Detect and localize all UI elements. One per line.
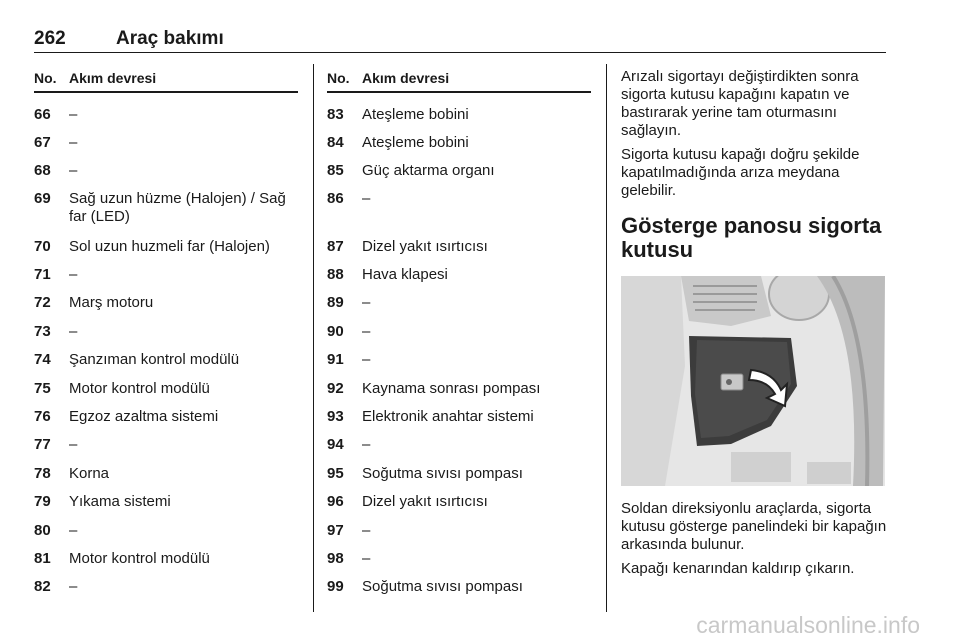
circuit-name: Sol uzun huzmeli far (Halojen) <box>69 238 270 255</box>
fuse-number: 75 <box>34 380 51 397</box>
fuse-number: 78 <box>34 465 51 482</box>
table-header <box>327 64 591 93</box>
fuse-box-illustration <box>621 276 885 486</box>
fuse-number: 81 <box>34 550 51 567</box>
circuit-name: Ateşleme bobini <box>362 106 469 123</box>
fuse-number: 84 <box>327 134 344 151</box>
right-column-text <box>621 68 889 262</box>
fuse-number: 70 <box>34 238 51 255</box>
column-divider <box>606 64 607 612</box>
circuit-name: Ateşleme bobini <box>362 134 469 151</box>
header-no: No. <box>34 70 57 86</box>
fuse-number: 91 <box>327 351 344 368</box>
circuit-name: Kaynama sonrası pompası <box>362 380 541 397</box>
fuse-number: 74 <box>34 351 51 368</box>
circuit-name: Elektronik anahtar sistemi <box>362 408 534 425</box>
table-header <box>34 64 298 93</box>
circuit-name: Dizel yakıt ısırtıcısı <box>362 238 488 255</box>
circuit-name: Marş motoru <box>69 294 154 311</box>
circuit-name: – <box>69 134 78 151</box>
circuit-name: – <box>362 190 371 207</box>
column-divider <box>313 64 314 612</box>
circuit-name: Soğutma sıvısı pompası <box>362 578 523 595</box>
circuit-name: Şanzıman kontrol modülü <box>69 351 240 368</box>
page-number: 262 <box>34 28 66 49</box>
right-column-text-lower <box>621 500 889 584</box>
circuit-name: Sağ uzun hüzme (Halojen) / Sağ far (LED) <box>69 190 286 225</box>
fuse-table-left <box>34 64 298 595</box>
circuit-name: Dizel yakıt ısırtıcısı <box>362 493 488 510</box>
header-circuit: Akım devresi <box>362 70 450 86</box>
fuse-number: 82 <box>34 578 51 595</box>
circuit-name: – <box>69 323 78 340</box>
fuse-number: 72 <box>34 294 51 311</box>
fuse-number: 98 <box>327 550 344 567</box>
circuit-name: – <box>362 550 371 567</box>
fuse-number: 88 <box>327 266 344 283</box>
fuse-number: 95 <box>327 465 344 482</box>
fuse-number: 85 <box>327 162 344 179</box>
circuit-name: Güç aktarma organı <box>362 162 495 179</box>
circuit-name: – <box>69 522 78 539</box>
fuse-number: 83 <box>327 106 344 123</box>
circuit-name: – <box>362 294 371 311</box>
circuit-name: – <box>362 522 371 539</box>
circuit-name: – <box>69 436 78 453</box>
circuit-name: – <box>362 436 371 453</box>
subheading: Gösterge panosu sigorta kutusu <box>621 213 882 262</box>
fuse-number: 71 <box>34 266 51 283</box>
fuse-number: 69 <box>34 190 51 207</box>
fuse-number: 99 <box>327 578 344 595</box>
circuit-name: – <box>69 106 78 123</box>
circuit-name: – <box>69 578 78 595</box>
fuse-number: 76 <box>34 408 51 425</box>
fuse-number: 67 <box>34 134 51 151</box>
fuse-number: 68 <box>34 162 51 179</box>
fuse-number: 94 <box>327 436 344 453</box>
circuit-name: Egzoz azaltma sistemi <box>69 408 219 425</box>
circuit-name: Korna <box>69 465 110 482</box>
fuse-number: 77 <box>34 436 51 453</box>
paragraph: Soldan direksiyonlu araçlarda, sigorta kutusu gösterge panelindeki bir kapağın arkasında bulunur. <box>621 500 887 553</box>
circuit-name: – <box>69 162 78 179</box>
paragraph: Kapağı kenarından kaldırıp çıkarın. <box>621 560 855 577</box>
fuse-number: 93 <box>327 408 344 425</box>
fuse-number: 80 <box>34 522 51 539</box>
circuit-name: Soğutma sıvısı pompası <box>362 465 523 482</box>
fuse-table-mid <box>327 64 591 595</box>
circuit-name: Hava klapesi <box>362 266 448 283</box>
page-header <box>34 28 886 53</box>
fuse-number: 89 <box>327 294 344 311</box>
section-title: Araç bakımı <box>116 28 224 49</box>
fuse-number: 79 <box>34 493 51 510</box>
circuit-name: – <box>362 351 371 368</box>
fuse-number: 96 <box>327 493 344 510</box>
paragraph: Arızalı sigortayı değiştirdikten sonra sigorta kutusu kapağını kapatın ve bastırarak yerine tam oturmasını sağlayın. <box>621 68 859 139</box>
fuse-number: 66 <box>34 106 51 123</box>
fuse-number: 90 <box>327 323 344 340</box>
fuse-number: 73 <box>34 323 51 340</box>
circuit-name: – <box>362 323 371 340</box>
header-circuit: Akım devresi <box>69 70 157 86</box>
fuse-number: 92 <box>327 380 344 397</box>
paragraph: Sigorta kutusu kapağı doğru şekilde kapatılmadığında arıza meydana gelebilir. <box>621 146 860 199</box>
fuse-number: 86 <box>327 190 344 207</box>
fuse-number: 87 <box>327 238 344 255</box>
header-no: No. <box>327 70 350 86</box>
watermark: carmanualsonline.info <box>696 612 920 638</box>
circuit-name: Motor kontrol modülü <box>69 550 210 567</box>
circuit-name: Motor kontrol modülü <box>69 380 210 397</box>
circuit-name: Yıkama sistemi <box>69 493 171 510</box>
circuit-name: – <box>69 266 78 283</box>
fuse-number: 97 <box>327 522 344 539</box>
